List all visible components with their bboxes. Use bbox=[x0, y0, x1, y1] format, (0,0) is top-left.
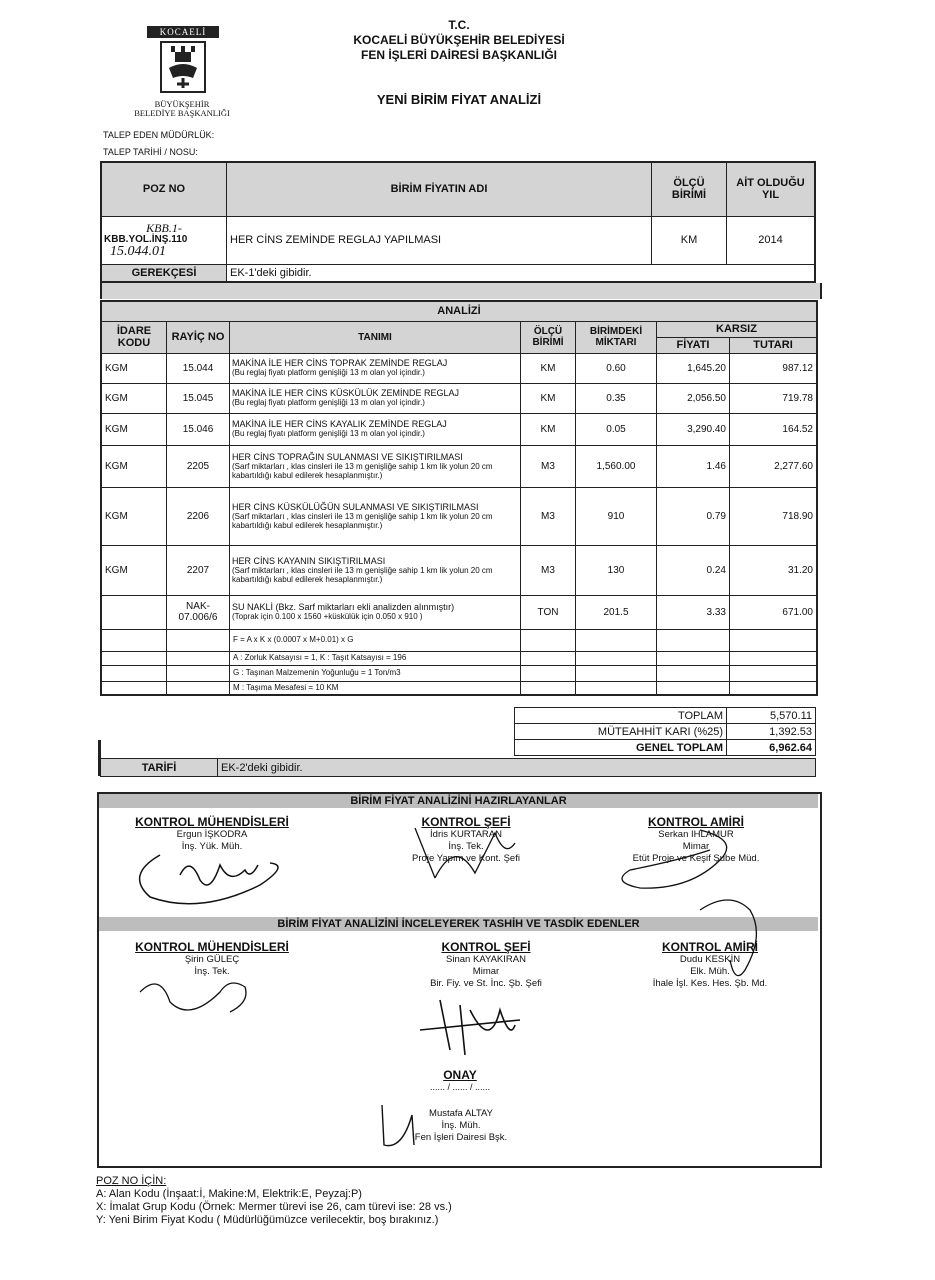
onay-date: ...... / ...... / ...... bbox=[429, 1082, 490, 1092]
row-rayic: 2206 bbox=[167, 487, 230, 545]
total-value: 5,570.11 bbox=[727, 708, 816, 724]
karsiz-header: KARSIZ bbox=[657, 321, 818, 337]
row-description bbox=[230, 383, 521, 413]
row-sub-text: (Bu reglaj fiyatı platform genişliği 13 m olan yol içindir.) bbox=[232, 368, 425, 378]
row-unit: M3 bbox=[521, 445, 576, 487]
row-price: 1,645.20 bbox=[657, 353, 730, 383]
page-header bbox=[300, 18, 618, 63]
formula-text: G : Taşınan Malzemenin Yoğunluğu = 1 Ton/m3 bbox=[230, 665, 521, 681]
row-total: 31.20 bbox=[730, 545, 818, 595]
formula-row bbox=[101, 681, 817, 695]
row-main-text: HER CİNS KAYANIN SIKIŞTIRILMASI bbox=[232, 555, 386, 566]
approved-c3-name: Dudu KESKİN bbox=[679, 954, 741, 965]
row-rayic: 15.045 bbox=[167, 383, 230, 413]
row-qty: 0.60 bbox=[576, 353, 657, 383]
header-line3: FEN İŞLERİ DAİRESİ BAŞKANLIĞI bbox=[360, 48, 557, 62]
poz-code: KBB.YOL.İNŞ.110 bbox=[104, 233, 188, 245]
summary-data-row bbox=[101, 216, 815, 264]
logo bbox=[147, 26, 219, 98]
row-description bbox=[230, 595, 521, 629]
analysis-row bbox=[101, 353, 817, 383]
analysis-title: ANALİZİ bbox=[101, 301, 817, 321]
row-description bbox=[230, 353, 521, 383]
item-name: HER CİNS ZEMİNDE REGLAJ YAPILMASI bbox=[227, 216, 652, 264]
row-total: 718.90 bbox=[730, 487, 818, 545]
row-sub-text: (Sarf miktarları , klas cinsleri ile 13 m genişliğe sahip 1 km lik yolun 20 cm kabartıldığı kabul edilerek hesaplanmıştır.) bbox=[232, 511, 493, 530]
analysis-row bbox=[101, 383, 817, 413]
row-rayic: 15.046 bbox=[167, 413, 230, 445]
onay-name: Mustafa ALTAY bbox=[429, 1108, 493, 1119]
footer-line3: Y: Yeni Birim Fiyat Kodu ( Müdürlüğümüzce verilecektir, boş bırakınız.) bbox=[96, 1214, 439, 1226]
prepared-c1-role: İnş. Yük. Müh. bbox=[181, 841, 243, 852]
signature-kurtaran-icon bbox=[395, 818, 535, 888]
row-sub-text: (Bu reglaj fiyatı platform genişliği 13 m olan yol içindir.) bbox=[232, 398, 425, 408]
row-rayic: NAK-07.006/6 bbox=[167, 595, 230, 629]
row-price: 0.24 bbox=[657, 545, 730, 595]
col-poz-header: POZ NO bbox=[101, 162, 227, 216]
row-sub-text: (Sarf miktarları , klas cinsleri ile 13 m genişliğe sahip 1 km lik yolun 20 cm kabartıldığı kabul edilerek hesaplanmıştır.) bbox=[232, 461, 493, 480]
formula-text: A : Zorluk Katsayısı = 1, K : Taşıt Katsayısı = 196 bbox=[230, 651, 521, 665]
row-idare: KGM bbox=[101, 353, 167, 383]
logo-caption bbox=[103, 100, 261, 118]
row-main-text: MAKİNA İLE HER CİNS KAYALIK ZEMİNDE REGLAJ bbox=[232, 419, 447, 430]
row-idare: KGM bbox=[101, 383, 167, 413]
handwritten-poz-bottom: 15.044.01 bbox=[110, 243, 166, 259]
approved-c1-title: KONTROL MÜHENDİSLERİ bbox=[135, 940, 289, 954]
signature-gulec-icon bbox=[130, 962, 270, 1022]
signature-keskin-icon bbox=[690, 890, 770, 990]
total-label: TOPLAM bbox=[515, 708, 727, 724]
prepared-c2-title: KONTROL ŞEFİ bbox=[421, 815, 511, 829]
tarif-table bbox=[100, 758, 816, 777]
profit-label: MÜTEAHHİT KARI (%25) bbox=[515, 724, 727, 740]
approved-title: BİRİM FİYAT ANALİZİNİ İNCELEYEREK TASHİH VE TASDİK EDENLER bbox=[99, 917, 818, 931]
tutar-header: TUTARI bbox=[730, 337, 818, 353]
requester-label: TALEP EDEN MÜDÜRLÜK: bbox=[103, 130, 215, 140]
prepared-c2-name: İdris KURTARAN bbox=[430, 829, 502, 840]
prepared-title: BİRİM FİYAT ANALİZİNİ HAZIRLAYANLAR bbox=[99, 794, 818, 808]
row-description bbox=[230, 545, 521, 595]
row-price: 3,290.40 bbox=[657, 413, 730, 445]
onay-block bbox=[400, 1068, 520, 1092]
row-rayic: 2207 bbox=[167, 545, 230, 595]
prepared-c2-unit: Proje Yapım ve Kont. Şefi bbox=[412, 853, 520, 864]
prepared-c2-role: İnş. Tek. bbox=[448, 841, 484, 852]
approved-c2-role: Mimar bbox=[472, 966, 500, 977]
row-sub-text: (Bu reglaj fiyatı platform genişliği 13 m olan yol içindir.) bbox=[232, 429, 425, 439]
spacer-band bbox=[100, 283, 822, 299]
onay-role: İnş. Müh. bbox=[441, 1120, 481, 1131]
tarif-label: TARİFİ bbox=[101, 759, 218, 777]
tarif-value: EK-2'deki gibidir. bbox=[218, 759, 816, 777]
row-total: 671.00 bbox=[730, 595, 818, 629]
footer-line2: X: İmalat Grup Kodu (Örnek: Mermer türevi ise 26, cam türevi ise: 28 vs.) bbox=[96, 1201, 452, 1213]
miktar-header: BİRİMDEKİ MİKTARI bbox=[576, 321, 657, 353]
prepared-c3-title: KONTROL AMİRİ bbox=[648, 815, 744, 829]
col-year-header: AİT OLDUĞU YIL bbox=[727, 162, 816, 216]
row-idare: KGM bbox=[101, 413, 167, 445]
reason-label: GEREKÇESİ bbox=[101, 264, 227, 282]
approved-c3-role: Elk. Müh. bbox=[690, 966, 730, 977]
signature-iskodra-icon bbox=[120, 835, 320, 915]
page-title: YENİ BİRİM FİYAT ANALİZİ bbox=[376, 92, 542, 107]
analysis-table bbox=[100, 300, 818, 696]
row-qty: 130 bbox=[576, 545, 657, 595]
row-unit: M3 bbox=[521, 487, 576, 545]
approved-c1-role: İnş. Tek. bbox=[194, 966, 230, 977]
reason-row bbox=[101, 264, 815, 282]
row-description bbox=[230, 487, 521, 545]
analysis-header-row bbox=[101, 321, 817, 337]
row-price: 3.33 bbox=[657, 595, 730, 629]
poz-cell bbox=[101, 216, 227, 264]
approved-c2-unit: Bir. Fiy. ve St. İnc. Şb. Şefi bbox=[430, 978, 542, 989]
idare-header: İDARE KODU bbox=[101, 321, 167, 353]
approved-c2-name: Sinan KAYAKIRAN bbox=[446, 954, 526, 965]
col-name-header: BİRİM FİYATIN ADI bbox=[227, 162, 652, 216]
analysis-row bbox=[101, 413, 817, 445]
row-qty: 1,560.00 bbox=[576, 445, 657, 487]
row-price: 0.79 bbox=[657, 487, 730, 545]
olcu-header: ÖLÇÜ BİRİMİ bbox=[521, 321, 576, 353]
row-idare: KGM bbox=[101, 445, 167, 487]
approved-c2-title: KONTROL ŞEFİ bbox=[441, 940, 531, 954]
row-unit: TON bbox=[521, 595, 576, 629]
analysis-row bbox=[101, 595, 817, 629]
formula-rows bbox=[101, 629, 817, 695]
row-total: 164.52 bbox=[730, 413, 818, 445]
row-main-text: MAKİNA İLE HER CİNS TOPRAK ZEMİNDE REGLAJ bbox=[232, 358, 448, 369]
formula-row bbox=[101, 665, 817, 681]
row-sub-text: (Toprak için 0.100 x 1560 +küskülük için 0.050 x 910 ) bbox=[232, 612, 423, 622]
row-rayic: 2205 bbox=[167, 445, 230, 487]
row-idare: KGM bbox=[101, 545, 167, 595]
profit-value: 1,392.53 bbox=[727, 724, 816, 740]
approved-c1-name: Şirin GÜLEÇ bbox=[184, 954, 240, 965]
approved-c3-unit: İhale İşl. Kes. Hes. Şb. Md. bbox=[652, 978, 768, 989]
item-unit: KM bbox=[652, 216, 727, 264]
logo-banner: KOCAELİ bbox=[147, 26, 219, 38]
prepared-c3-unit: Etüt Proje ve Keşif Şube Müd. bbox=[632, 853, 760, 864]
header-line1: T.C. bbox=[448, 18, 470, 32]
formula-text: F = A x K x (0.0007 x M+0.01) x G bbox=[230, 629, 521, 651]
signature-altay-icon bbox=[372, 1095, 432, 1155]
row-main-text: SU NAKLİ (Bkz. Sarf miktarları ekli analizden alınmıştır) bbox=[232, 602, 455, 613]
analysis-row bbox=[101, 445, 817, 487]
col-unit-header: ÖLÇÜ BİRİMİ bbox=[652, 162, 727, 216]
prepared-c1-name: Ergun İŞKODRA bbox=[176, 829, 248, 840]
analysis-rows bbox=[101, 353, 817, 629]
summary-table bbox=[100, 161, 816, 283]
summary-header-row bbox=[101, 162, 815, 216]
signature-ihlamur-icon bbox=[600, 820, 770, 900]
row-description bbox=[230, 445, 521, 487]
row-idare bbox=[101, 595, 167, 629]
row-qty: 0.05 bbox=[576, 413, 657, 445]
row-unit: KM bbox=[521, 353, 576, 383]
reason-value: EK-1'deki gibidir. bbox=[227, 264, 816, 282]
row-main-text: HER CİNS TOPRAĞIN SULANMASI VE SIKIŞTIRILMASI bbox=[232, 451, 463, 462]
rayic-header: RAYİÇ NO bbox=[167, 321, 230, 353]
item-year: 2014 bbox=[727, 216, 816, 264]
row-price: 2,056.50 bbox=[657, 383, 730, 413]
onay-label: ONAY bbox=[443, 1068, 477, 1082]
row-unit: KM bbox=[521, 383, 576, 413]
row-rayic: 15.044 bbox=[167, 353, 230, 383]
row-main-text: HER CİNS KÜSKÜLÜĞÜN SULANMASI VE SIKIŞTIRILMASI bbox=[232, 501, 479, 512]
grand-total-value: 6,962.64 bbox=[727, 740, 816, 756]
onay-unit: Fen İşleri Dairesi Bşk. bbox=[414, 1132, 508, 1143]
row-total: 987.12 bbox=[730, 353, 818, 383]
signature-kayakiran-icon bbox=[410, 990, 530, 1060]
grand-total-label: GENEL TOPLAM bbox=[515, 740, 727, 756]
approved-col2 bbox=[396, 940, 576, 990]
prepared-c3-role: Mimar bbox=[682, 841, 710, 852]
logo-caption-line2: BELEDİYE BAŞKANLIĞI bbox=[134, 108, 230, 118]
row-qty: 201.5 bbox=[576, 595, 657, 629]
row-main-text: MAKİNA İLE HER CİNS KÜSKÜLÜK ZEMİNDE REGLAJ bbox=[232, 388, 460, 399]
analysis-row bbox=[101, 545, 817, 595]
footer-notes bbox=[96, 1175, 452, 1227]
row-total: 2,277.60 bbox=[730, 445, 818, 487]
fiyat-header: FİYATI bbox=[657, 337, 730, 353]
row-unit: KM bbox=[521, 413, 576, 445]
row-price: 1.46 bbox=[657, 445, 730, 487]
row-description bbox=[230, 413, 521, 445]
tanim-header: TANIMI bbox=[230, 321, 521, 353]
prepared-c3-name: Serkan IHLAMUR bbox=[658, 829, 734, 840]
prepared-c1-title: KONTROL MÜHENDİSLERİ bbox=[135, 815, 289, 829]
header-line2: KOCAELİ BÜYÜKŞEHİR BELEDİYESİ bbox=[353, 33, 565, 47]
row-qty: 910 bbox=[576, 487, 657, 545]
row-idare: KGM bbox=[101, 487, 167, 545]
formula-row bbox=[101, 629, 817, 651]
row-unit: M3 bbox=[521, 545, 576, 595]
logo-caption-line1: BÜYÜKŞEHİR bbox=[154, 99, 210, 109]
totals-table bbox=[514, 707, 816, 756]
row-sub-text: (Sarf miktarları , klas cinsleri ile 13 m genişliğe sahip 1 km lik yolun 20 cm kabartıldığı kabul edilerek hesaplanmıştır.) bbox=[232, 565, 493, 584]
handwritten-poz-top: KBB.1- bbox=[146, 220, 182, 235]
approved-c3-title: KONTROL AMİRİ bbox=[662, 940, 758, 954]
footer-title: POZ NO İÇİN: bbox=[96, 1175, 167, 1187]
castle-icon bbox=[147, 38, 219, 96]
analysis-row bbox=[101, 487, 817, 545]
row-qty: 0.35 bbox=[576, 383, 657, 413]
formula-row bbox=[101, 651, 817, 665]
footer-line1: A: Alan Kodu (İnşaat:İ, Makine:M, Elektrik:E, Peyzaj:P) bbox=[96, 1188, 362, 1200]
request-date-label: TALEP TARİHİ / NOSU: bbox=[103, 147, 198, 157]
formula-text: M : Taşıma Mesafesi = 10 KM bbox=[230, 681, 521, 695]
row-total: 719.78 bbox=[730, 383, 818, 413]
